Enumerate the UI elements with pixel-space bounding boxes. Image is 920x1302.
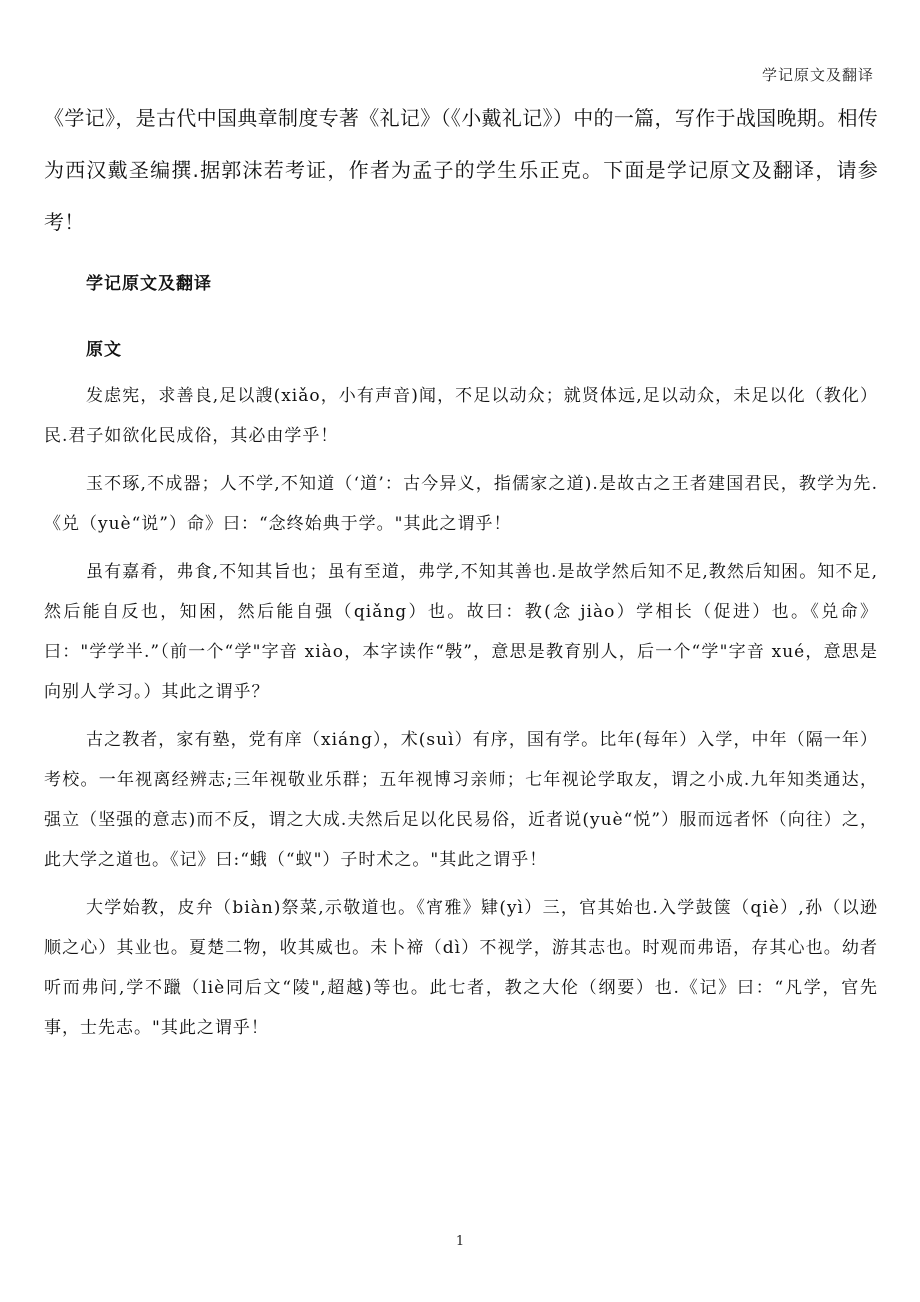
text-paragraph: 玉不琢,不成器；人不学,不知道（‘道’：古今异义，指儒家之道).是故古之王者建国君民，教学为先.《兑（yuè“说”）命》曰：“念终始典于学。"其此之谓乎！ bbox=[44, 474, 878, 534]
section-title: 学记原文及翻译 bbox=[86, 274, 212, 294]
subsection-title: 原文 bbox=[86, 340, 122, 360]
intro-paragraph: 《学记》，是古代中国典章制度专著《礼记》（《小戴礼记》）中的一篇，写作于战国晚期。相传为西汉戴圣编撰.据郭沫若考证，作者为孟子的学生乐正克。下面是学记原文及翻译，请参考！ bbox=[44, 106, 878, 234]
document-body bbox=[44, 92, 878, 1048]
text-paragraph: 古之教者，家有塾，党有庠（xiáng），术(suì）有序，国有学。比年(每年）入学，中年（隔一年）考校。一年视离经辨志;三年视敬业乐群；五年视博习亲师；七年视论学取友，谓之小成.九年知类通达，强立（坚强的意志)而不反，谓之大成.夫然后足以化民易俗，近者说(yuè“悦”）服而远者怀（向往）之，此大学之道也。《记》曰:“蛾（“蚁"）子时术之。"其此之谓乎！ bbox=[44, 730, 878, 870]
text-paragraph: 虽有嘉肴，弗食,不知其旨也；虽有至道，弗学,不知其善也.是故学然后知不足,教然后知困。知不足,然后能自反也，知困，然后能自强（qiǎng）也。故曰：教(念 jiào）学相长（促进）也。《兑命》曰："学学半.”（前一个“学"字音 xiào，本字读作“斅”，意思是教育别人，后一个“学"字音 xué，意思是向别人学习。）其此之谓乎？ bbox=[44, 562, 878, 702]
page-number: 1 bbox=[455, 1234, 465, 1249]
text-paragraph: 发虑宪，求善良,足以謏(xiǎo，小有声音)闻，不足以动众；就贤体远,足以动众，未足以化（教化）民.君子如欲化民成俗，其必由学乎！ bbox=[44, 386, 878, 446]
page-header-title: 学记原文及翻译 bbox=[761, 66, 874, 84]
text-paragraph: 大学始教，皮弁（biàn)祭菜,示敬道也。《宵雅》肄(yì）三，官其始也.入学鼓箧（qiè）,孙（以逊顺之心）其业也。夏楚二物，收其威也。未卜禘（dì）不视学，游其志也。时观而弗语，存其心也。幼者听而弗问,学不躐（liè同后文“陵",超越)等也。此七者，教之大伦（纲要）也.《记》曰：“凡学，官先事，士先志。"其此之谓乎！ bbox=[44, 898, 878, 1038]
